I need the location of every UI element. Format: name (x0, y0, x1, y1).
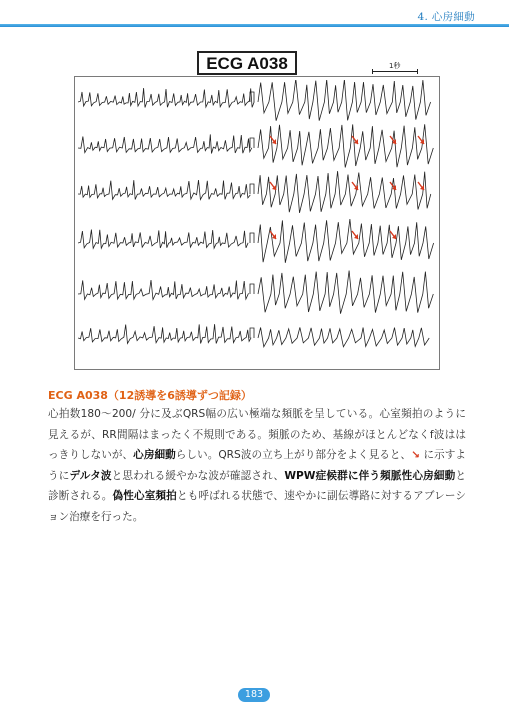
page-number: 183 (238, 688, 270, 702)
highlight-term: 心房細動 (133, 449, 176, 461)
ecg-lead-trace (258, 271, 433, 314)
time-scale-label: 1秒 (389, 62, 401, 70)
ecg-lead-trace (78, 230, 248, 249)
calibration-pulse (250, 233, 254, 243)
ecg-lead-trace (78, 280, 249, 299)
ecg-lead-trace (258, 124, 433, 167)
body-text-run: と診断される。 (48, 469, 467, 502)
highlight-term: 偽性心室頻拍 (112, 490, 177, 502)
ecg-lead-trace (258, 80, 431, 121)
ecg-figure-title: ECG A038 (197, 51, 297, 75)
calibration-pulse (250, 328, 254, 338)
ecg-lead-trace (258, 171, 431, 213)
body-text-run: に示すように (48, 449, 466, 482)
body-paragraph (48, 404, 466, 527)
arrow-icon: ↘ (411, 449, 421, 461)
calibration-pulse (250, 138, 254, 148)
section-label: 4. 心房細動 (417, 11, 475, 23)
body-text-run: らしい。QRS波の立ち上がり部分をよく見ると、 (175, 449, 412, 461)
page-header (0, 0, 509, 30)
ecg-lead-trace (258, 219, 434, 263)
calibration-pulse (250, 184, 254, 194)
ecg-lead-trace (78, 134, 252, 153)
ecg-lead-trace (78, 180, 250, 200)
calibration-pulse (250, 284, 254, 294)
figure-caption: ECG A038（12誘導を6誘導ずつ記録） (48, 389, 252, 402)
ecg-lead-trace (258, 327, 429, 346)
calibration-pulse (250, 92, 254, 102)
highlight-term: WPW症候群に伴う頻脈性心房細動 (284, 469, 456, 482)
ecg-lead-trace (78, 324, 251, 343)
header-rule (0, 24, 509, 27)
ecg-lead-trace (78, 88, 254, 107)
ecg-tracing (78, 80, 434, 364)
body-text-run: と思われる緩やかな波が確認され、 (111, 469, 285, 482)
body-text-run: とも呼ばれる状態で、速やかに副伝導路に対するアブレーション治療を行った。 (48, 490, 467, 523)
highlight-term: デルタ波 (69, 469, 112, 482)
time-scale-bar (372, 71, 418, 72)
body-text-run: 心拍数180〜200/ 分に及ぶQRS幅の広い極端な頻脈を呈している。心室頻拍のように見えるが、RR間隔はまったく不規則である。頻脈のため、基線がほとんどなくf波ははっきりしないが、 (48, 408, 466, 461)
